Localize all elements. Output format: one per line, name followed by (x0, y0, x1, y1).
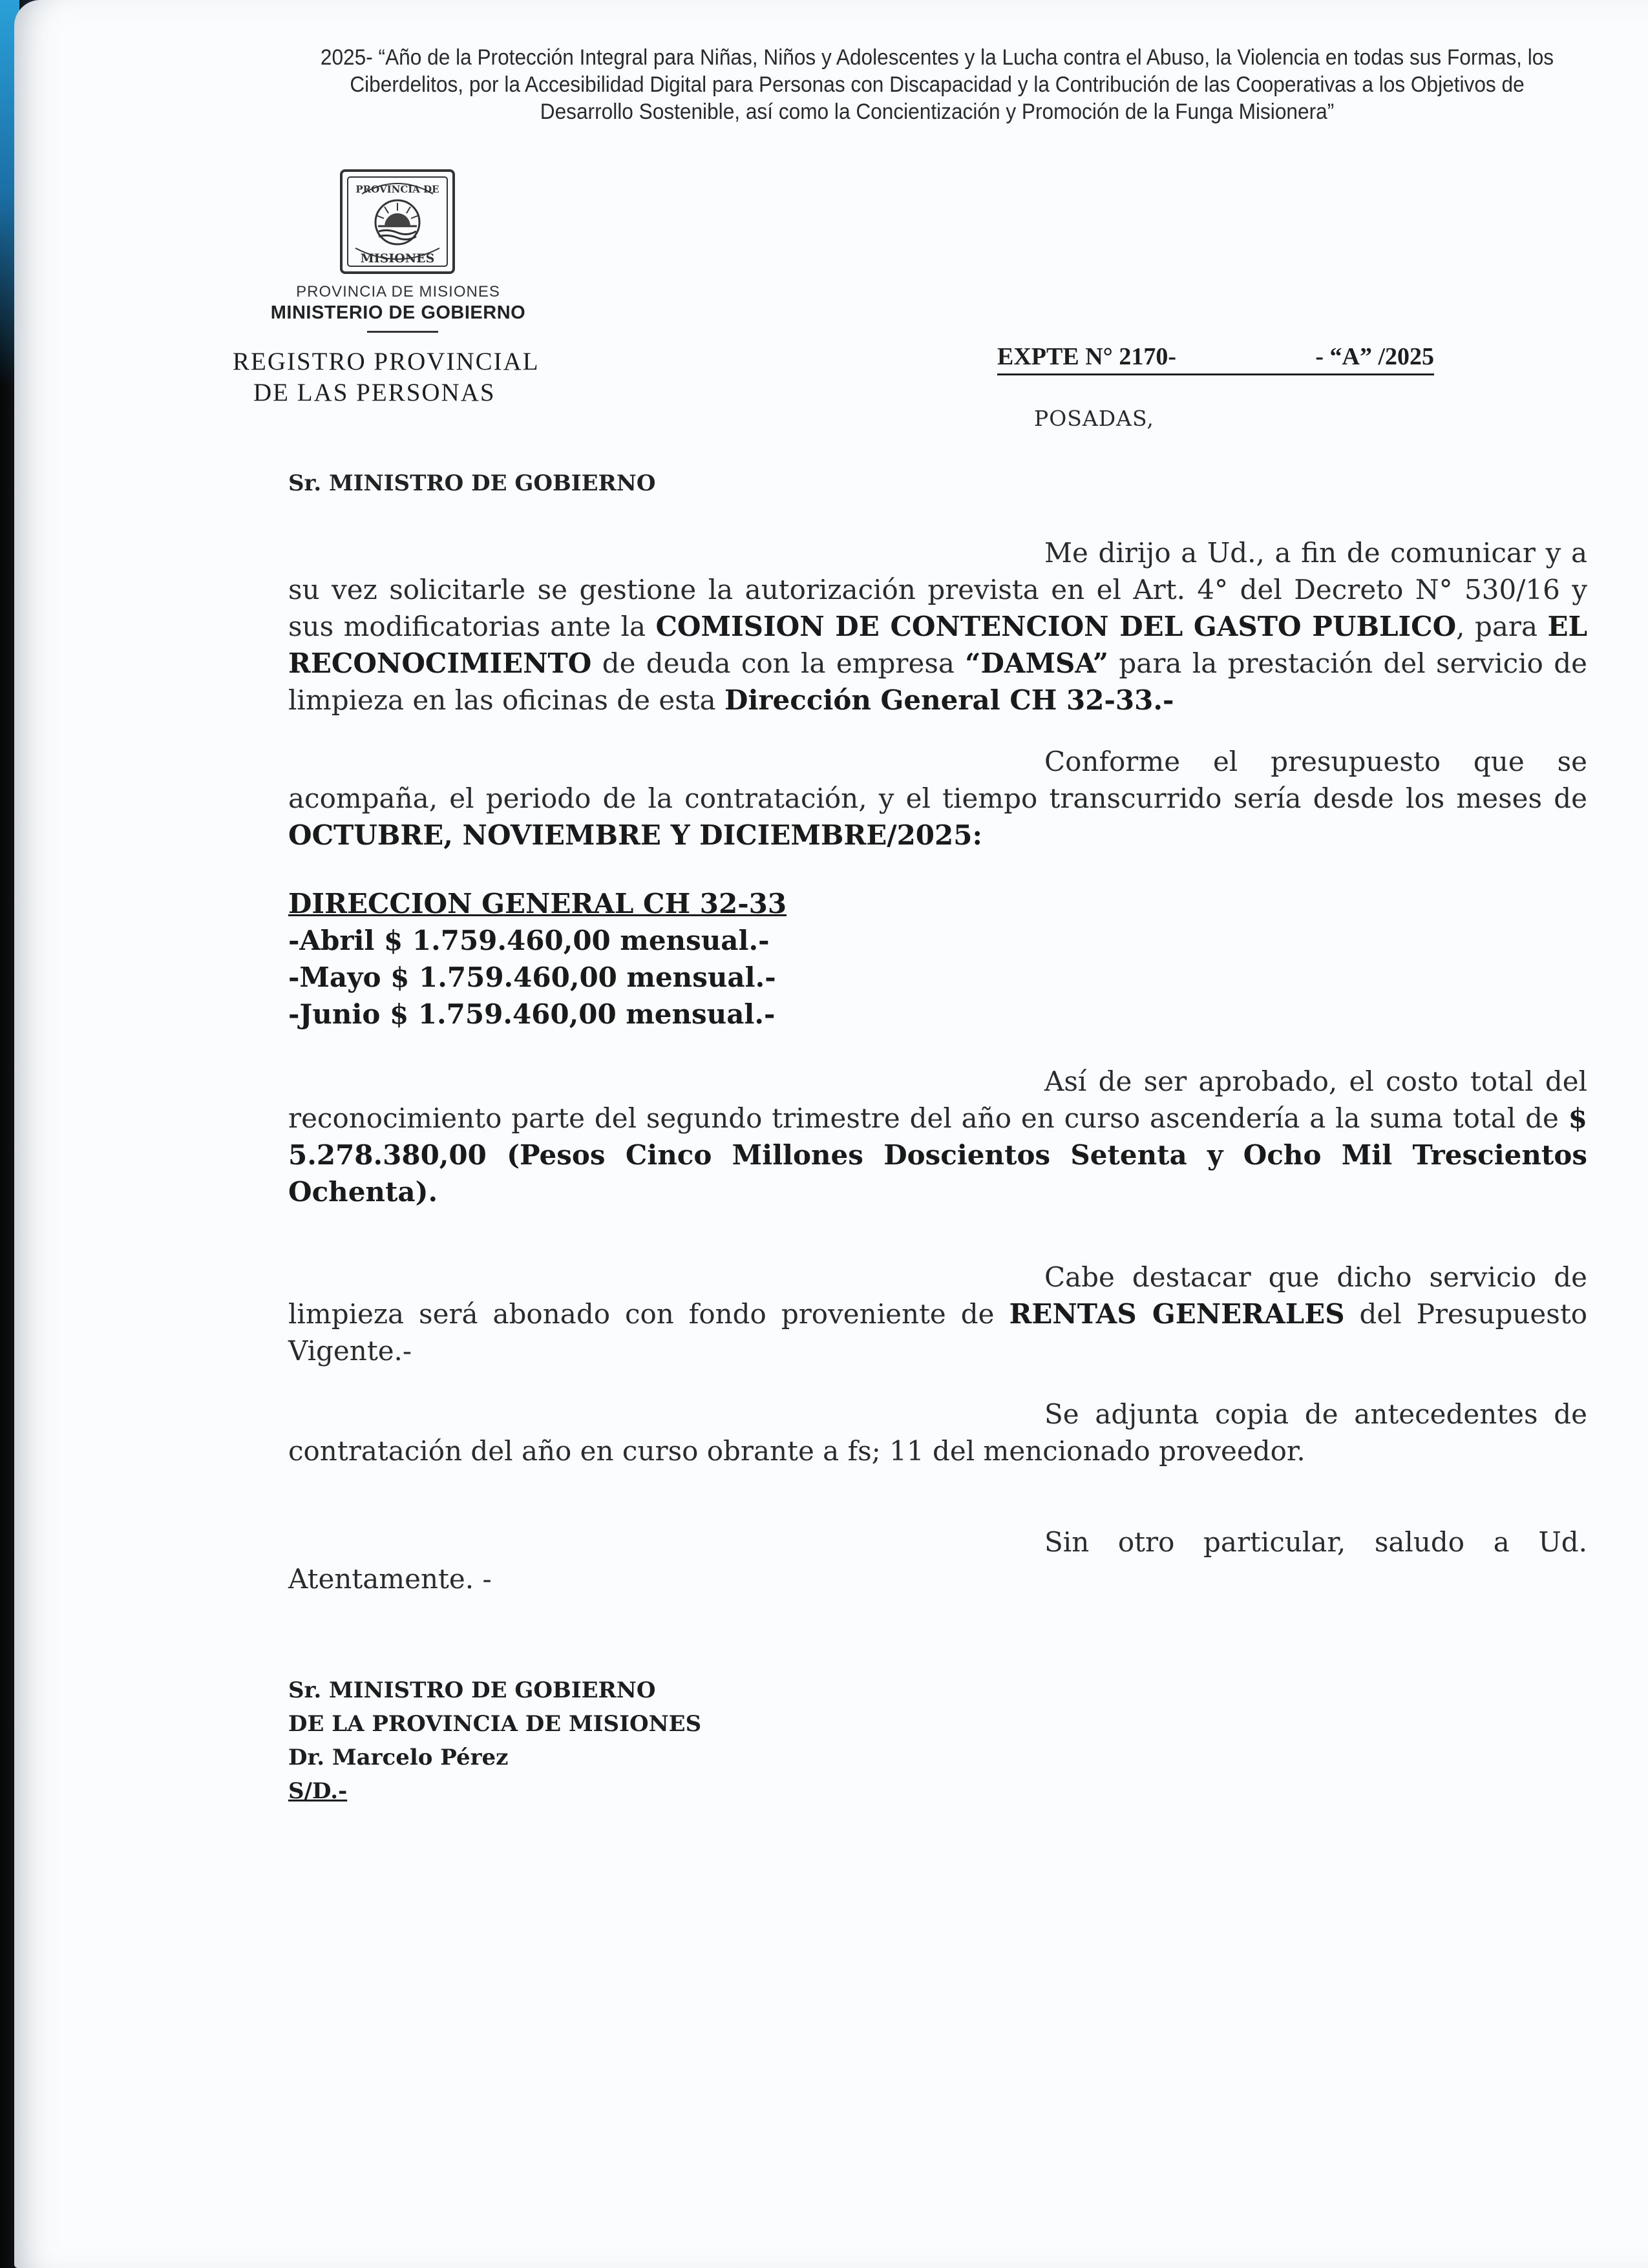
text-bold: EL RECONOCIMIENTO (288, 611, 1587, 679)
file-number-suffix: - “A” /2025 (1315, 343, 1434, 370)
text: del Presupuesto Vigente.- (288, 1298, 1587, 1367)
paragraph-lead: Conforme el presupuesto que se (1044, 746, 1587, 777)
text: contratación del año en curso obrante a fs; 11 del mencionado proveedor. (288, 1435, 1305, 1467)
paragraph-period (288, 743, 1587, 854)
paragraph-total (288, 1063, 1587, 1210)
file-number (997, 342, 1434, 375)
place-date: POSADAS, (1034, 406, 1154, 431)
provincial-seal-icon (336, 167, 459, 277)
paragraph-lead: Se adjunta copia de antecedentes de (1044, 1398, 1587, 1430)
paragraph-lead: Sin otro particular, saludo a Ud. (1044, 1526, 1587, 1558)
text: limpieza será abonado con fondo proveniente de (288, 1298, 1009, 1330)
breakdown-heading: DIRECCION GENERAL CH 32-33 (288, 888, 787, 919)
text: acompaña, el periodo de la contratación, y el tiempo transcurrido sería desde los meses de (288, 782, 1587, 814)
text-bold: RENTAS GENERALES (1009, 1298, 1345, 1330)
registry-line-1: REGISTRO PROVINCIAL (233, 348, 540, 375)
text-bold: OCTUBRE, NOVIEMBRE Y DICIEMBRE/2025: (288, 819, 982, 851)
list-item: -Mayo $ 1.759.460,00 mensual.- (288, 961, 776, 993)
text-bold: $ 5.278.380,00 (Pesos Cinco Millones Doscientos Setenta y Ocho Mil Trescientos Ochenta). (288, 1102, 1587, 1208)
text: Atentamente. - (288, 1563, 492, 1595)
paragraph-lead: Así de ser aprobado, el costo total del (1044, 1066, 1587, 1097)
text-bold: Dirección General CH 32-33.- (724, 684, 1174, 716)
text: , para (1456, 611, 1548, 642)
svg-text:PROVINCIA DE: PROVINCIA DE (355, 184, 439, 195)
signoff-line: Sr. MINISTRO DE GOBIERNO (288, 1677, 656, 1703)
paragraph-attachment (288, 1396, 1587, 1469)
svg-text:MISIONES: MISIONES (360, 251, 435, 266)
addressee: Sr. MINISTRO DE GOBIERNO (288, 470, 656, 496)
signoff-line: DE LA PROVINCIA DE MISIONES (288, 1711, 702, 1737)
province-name: PROVINCIA DE MISIONES (296, 283, 500, 300)
registry-name (233, 346, 582, 408)
text: reconocimiento parte del segundo trimestre del año en curso ascendería a la suma total de (288, 1102, 1569, 1134)
paragraph-closing (288, 1524, 1587, 1597)
file-number-prefix: EXPTE N° 2170- (997, 343, 1176, 370)
signoff-line: Dr. Marcelo Pérez (288, 1745, 509, 1770)
cost-breakdown (288, 885, 787, 1033)
paragraph-lead: Cabe destacar que dicho servicio de (1044, 1261, 1587, 1293)
paragraph-lead: Me dirijo a Ud., a fin de comunicar y a (1044, 537, 1587, 569)
text-bold: “DAMSA” (965, 647, 1109, 679)
text-bold: COMISION DE CONTENCION DEL GASTO PUBLICO (655, 611, 1457, 642)
year-motto: 2025- “Año de la Protección Integral para Niñas, Niños y Adolescentes y la Lucha contra el Abuso, la Violencia en todas sus Formas, los Ciberdelitos, por la Accesibilidad Digital para Personas con Discapacidad y la Contribución de las Cooperativas a los Objetivos de Desarrollo Sostenible, así como la Concientización y Promoción de la Funga Misionera” (320, 45, 1554, 124)
text: de deuda con la empresa (591, 647, 966, 679)
list-item: -Junio $ 1.759.460,00 mensual.- (288, 998, 776, 1030)
signoff-line: S/D.- (288, 1778, 348, 1804)
divider (367, 331, 438, 333)
registry-line-2: DE LAS PERSONAS (253, 379, 496, 406)
paragraph-funding (288, 1259, 1587, 1369)
paragraph-request (288, 534, 1587, 719)
list-item: -Abril $ 1.759.460,00 mensual.- (288, 925, 770, 956)
signature-block (288, 1674, 701, 1808)
ministry-name: MINISTERIO DE GOBIERNO (270, 302, 526, 323)
text: para la prestación del servicio de limpieza en las oficinas de esta (288, 647, 1587, 716)
text: su vez solicitarle se gestione la autorización prevista en el Art. 4° del Decreto N° 530/16 y sus modificatorias ante la (288, 574, 1587, 642)
